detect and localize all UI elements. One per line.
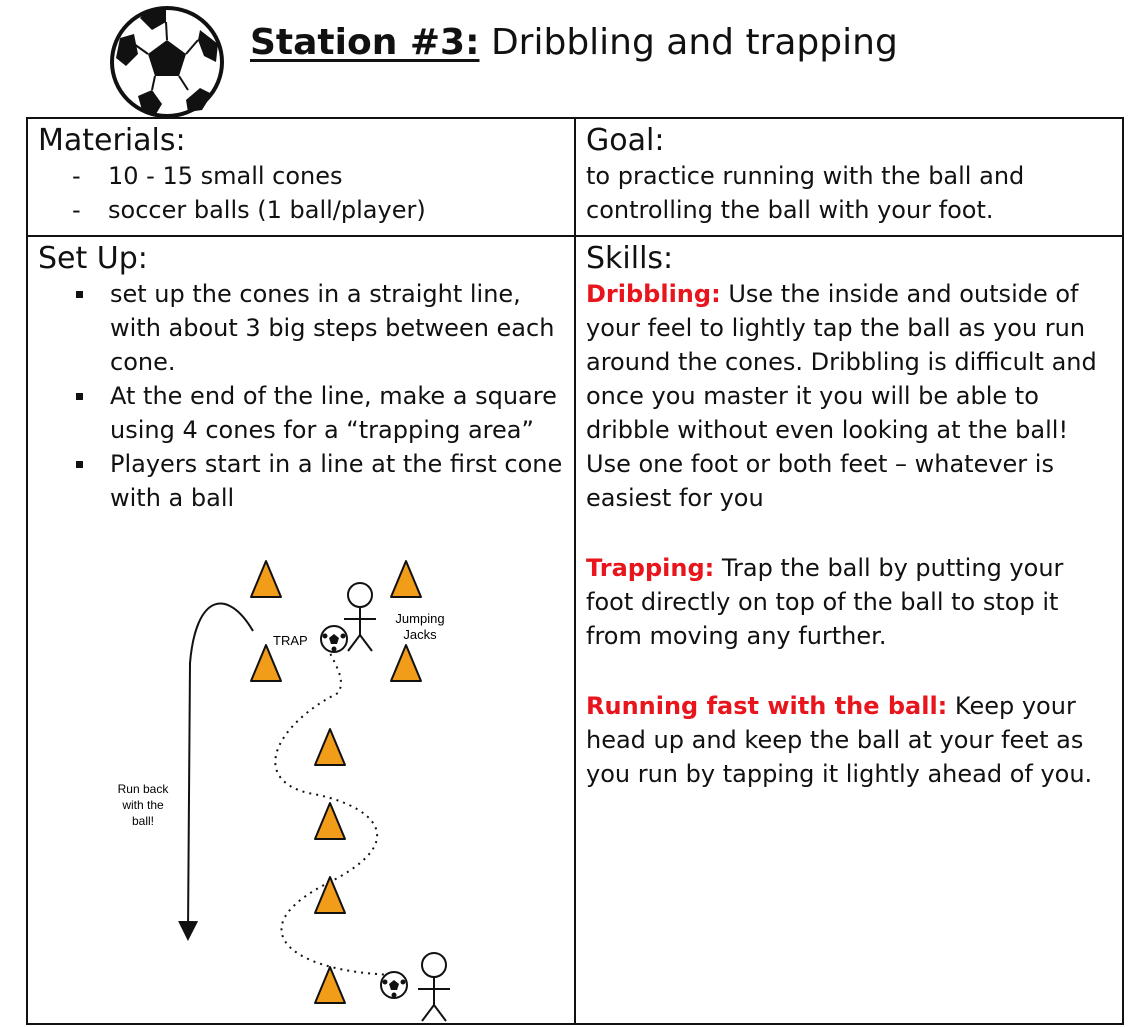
dribble-path [275,643,398,975]
materials-heading: Materials: [38,123,186,158]
jumping-jacks-label: Jumping [395,611,445,626]
run-back-label: Run back [117,782,169,796]
setup-item: set up the cones in a straight line, with about 3 big steps between each cone. [70,277,564,379]
soccer-ball-icon [108,4,226,120]
cone-marker [251,645,281,681]
cone-marker [315,729,345,765]
jumping-jacks-label: Jacks [403,627,437,642]
page-title [250,22,898,63]
setup-heading: Set Up: [38,241,148,276]
soccer-ball-icon [381,972,407,998]
station-label: Station #3: [250,22,480,63]
trapping-label: Trapping: [586,554,715,582]
goal-heading: Goal: [586,123,665,158]
cone-marker [315,877,345,913]
station-title: Dribbling and trapping [490,22,898,63]
running-label: Running fast with the ball: [586,692,948,720]
setup-cell [27,236,575,1024]
materials-item: - 10 - 15 small cones [68,159,564,193]
dribbling-skill [586,277,1112,515]
run-back-label: ball! [131,814,155,828]
setup-item: At the end of the line, make a square using 4 cones for a “trapping area” [70,379,564,447]
soccer-ball-icon [321,626,347,652]
goal-cell [575,118,1123,236]
cone-marker [391,561,421,597]
cone-marker [315,967,345,1003]
dribbling-label: Dribbling: [586,280,721,308]
materials-cell [27,118,575,236]
station-table [26,117,1124,1025]
dribbling-text: Use the inside and outside of your feel to lightly tap the ball as you run around the cones. Dribbling is difficult and once you master it you will be able to dribble without even looking at the ball! Use one foot or both feet – whatever is easiest for you [586,280,1097,512]
run-back-arrow [188,603,253,931]
skills-cell [575,236,1123,1024]
skills-heading: Skills: [586,241,674,276]
run-back-label: with the [122,798,164,812]
running-text: Keep your head up and keep the ball at your feet as you run by tapping it lightly ahead of you. [586,692,1093,788]
cone-marker [315,803,345,839]
drill-diagram [28,553,568,1023]
setup-list [38,277,564,515]
cone-marker [251,561,281,597]
setup-item: Players start in a line at the first cone with a ball [70,447,564,515]
player-stick-figure-icon [418,953,450,1021]
trapping-text: Trap the ball by putting your foot directly on top of the ball to stop it from moving any further. [586,554,1064,650]
trap-label: TRAP [273,633,308,648]
materials-list [38,159,564,227]
trapping-skill [586,551,1112,653]
goal-text: to practice running with the ball and controlling the ball with your foot. [586,162,1025,224]
running-skill [586,689,1112,791]
cone-marker [391,645,421,681]
materials-item: - soccer balls (1 ball/player) [68,193,564,227]
player-stick-figure-icon [344,583,376,651]
